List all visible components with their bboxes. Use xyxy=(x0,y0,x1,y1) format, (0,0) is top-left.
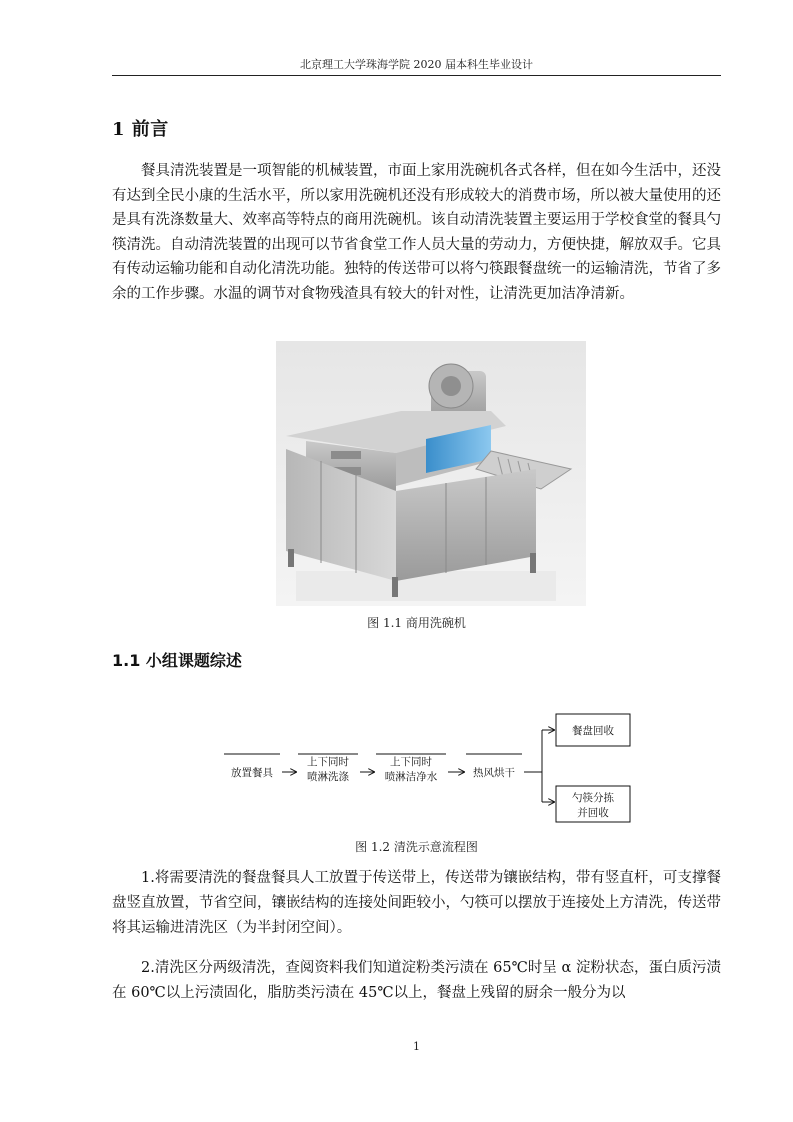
figure2-caption: 图 1.2 清洗示意流程图 xyxy=(355,840,478,854)
paragraph-1: 1.将需要清洗的餐盘餐具人工放置于传送带上，传送带为镶嵌结构，带有竖直杆，可支撑餐盘竖直放置，节省空间，镶嵌结构的连接处间距较小，勺筷可以摆放于连接处上方清洗，传送带将其运输进清洗区（为半封闭空间）。 xyxy=(112,870,721,936)
cleaning-flowchart xyxy=(218,710,638,830)
section-title: 1 前言 xyxy=(112,119,169,140)
page-number: 1 xyxy=(413,1040,420,1053)
flow-step-rinse-line1: 上下同时 xyxy=(390,756,432,768)
running-header: 北京理工大学珠海学院 2020 届本科生毕业设计 xyxy=(300,58,533,71)
flow-out-cutlery-line2: 并回收 xyxy=(577,807,609,819)
subsection-title: 1.1 小组课题综述 xyxy=(112,651,242,670)
flow-step-dry: 热风烘干 xyxy=(473,767,515,779)
intro-paragraph: 餐具清洗装置是一项智能的机械装置，市面上家用洗碗机各式各样，但在如今生活中，还没有达到全民小康的生活水平，所以家用洗碗机还没有形成较大的消费市场，所以被大量使用的还是具有洗涤数量大、效率高等特点的商用洗碗机。该自动清洗装置主要运用于学校食堂的餐具勺筷清洗。自动清洗装置的出现可以节省食堂工作人员大量的劳动力，方便快捷，解放双手。它具有传动运输功能和自动化清洗功能。独特的传送带可以将勺筷跟餐盘统一的运输清洗，节省了多余的工作步骤。水温的调节对食物残渣具有较大的针对性，让清洗更加洁净清新。 xyxy=(112,163,721,302)
header-rule xyxy=(112,75,721,76)
dishwasher-image xyxy=(276,341,586,606)
flow-step-wash-line1: 上下同时 xyxy=(307,756,349,768)
flow-step-wash-line2: 喷淋洗涤 xyxy=(307,771,349,783)
flow-step-place: 放置餐具 xyxy=(231,767,273,779)
paragraph-2: 2.清洗区分两级清洗，查阅资料我们知道淀粉类污渍在 65℃时呈 α 淀粉状态，蛋白质污渍在 60℃以上污渍固化，脂肪类污渍在 45℃以上，餐盘上残留的厨余一般分为以 xyxy=(112,960,721,1001)
flow-step-rinse-line2: 喷淋洁净水 xyxy=(384,771,438,783)
flow-out-cutlery-line1: 勺筷分拣 xyxy=(572,792,614,804)
figure1-caption: 图 1.1 商用洗碗机 xyxy=(367,616,466,630)
flow-out-plates: 餐盘回收 xyxy=(572,725,614,737)
